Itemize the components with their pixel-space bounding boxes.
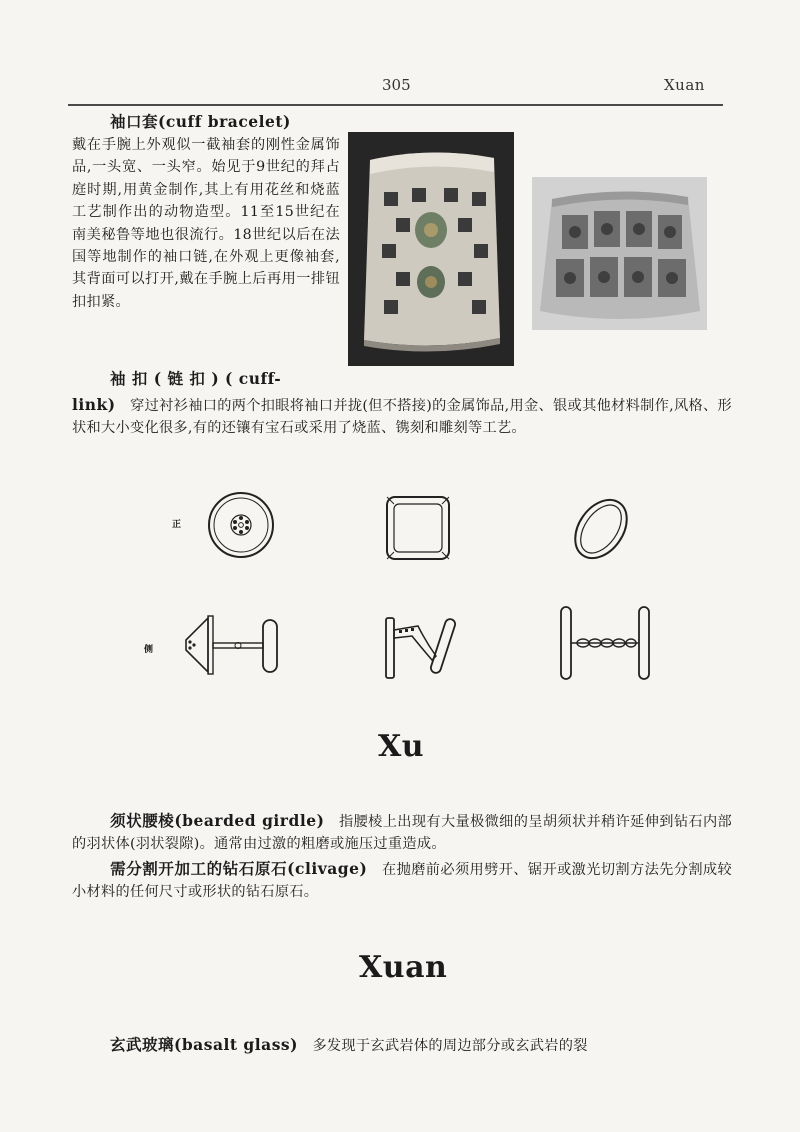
square-cufflink-side-diagram xyxy=(382,612,462,682)
page-number: 305 xyxy=(382,76,411,94)
entry-term: 袖口套(cuff bracelet) xyxy=(110,112,291,131)
entry-term: 需分割开加工的钻石原石(clivage) xyxy=(110,859,368,878)
entry-body: 指腰棱上出现有大量极微细的呈胡须状并稍许延伸到钻石内部的羽状体(羽状裂隙)。通常由过激的粗磨或施压过重造成。 xyxy=(72,814,732,853)
header-rule xyxy=(68,104,723,106)
entry-cuff-bracelet xyxy=(72,110,340,313)
entry-bearded-girdle xyxy=(72,810,732,856)
square-cufflink-front-diagram xyxy=(383,493,453,563)
front-view-label: 正 xyxy=(172,520,182,530)
entry-term: 玄武玻璃(basalt glass) xyxy=(110,1035,298,1054)
section-heading-xu: Xu xyxy=(378,729,425,764)
oval-cufflink-side-diagram xyxy=(555,603,655,683)
round-cufflink-front-diagram xyxy=(206,490,276,560)
entry-basalt-glass xyxy=(72,1034,732,1057)
side-view-label: 侧 xyxy=(144,645,154,655)
entry-body: 在抛磨前必须用劈开、锯开或激光切割方法先分割成较小材料的任何尺寸或形状的钻石原石。 xyxy=(72,862,732,901)
entry-clivage xyxy=(72,858,732,904)
running-head: Xuan xyxy=(664,76,705,94)
oval-cufflink-front-diagram xyxy=(571,494,631,564)
cuff-bracelet-photo xyxy=(348,132,514,366)
entry-cufflink xyxy=(72,394,732,440)
entry-body: 多发现于玄武岩体的周边部分或玄武岩的裂 xyxy=(312,1038,588,1054)
enamel-bracelet-photo xyxy=(532,177,707,330)
entry-body: 穿过衬衫袖口的两个扣眼将袖口并拢(但不搭接)的金属饰品,用金、银或其他材料制作,风格、形状和大小变化很多,有的还镶有宝石或采用了烧蓝、镌刻和雕刻等工艺。 xyxy=(72,398,732,437)
section-heading-xuan: Xuan xyxy=(359,950,448,985)
entry-body: 戴在手腕上外观似一截袖套的刚性金属饰品,一头宽、一头窄。始见于9世纪的拜占庭时期,用黄金制作,其上有用花丝和烧蓝工艺制作出的动物造型。11至15世纪在南美秘鲁等地也很流行。18世纪以后在法国等地制作的袖口链,在外观上更像袖套,其背面可以打开,戴在手腕上后再用一排钮扣扣紧。 xyxy=(72,137,340,310)
entry-cufflink-term: 袖 扣 ( 链 扣 ) ( cuff- xyxy=(110,369,282,388)
entry-term: 须状腰棱(bearded girdle) xyxy=(110,811,325,830)
entry-term-continuation: link) xyxy=(72,395,116,414)
round-cufflink-side-diagram xyxy=(178,610,288,680)
